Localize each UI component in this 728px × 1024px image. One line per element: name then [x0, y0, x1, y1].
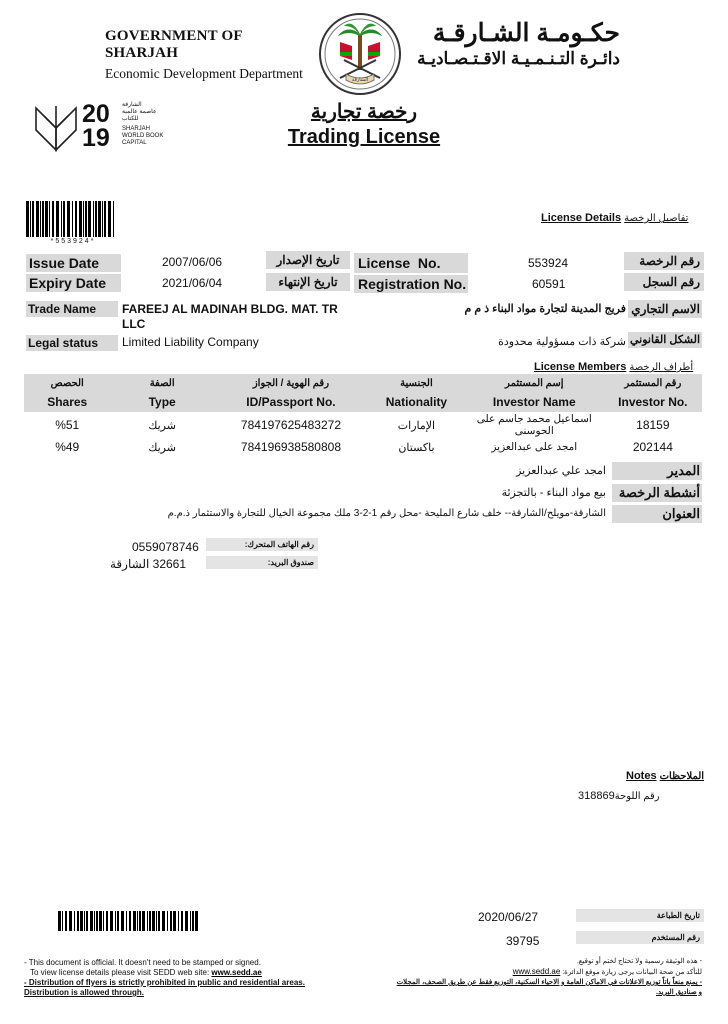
- col-header-ar: الصفة: [149, 377, 175, 389]
- col-header-en: Type: [148, 395, 176, 409]
- id-cell: 784197625483272: [240, 418, 341, 432]
- pobox-label: صندوق البريد:: [206, 556, 318, 569]
- share-cell: %51: [55, 418, 80, 432]
- print-date-value: 2020/06/27: [478, 910, 539, 924]
- sedd-website-link[interactable]: www.sedd.ae: [211, 968, 262, 977]
- pobox-value: 32661 الشارقة: [110, 557, 187, 571]
- activities-value: بيع مواد البناء - بالتجزئة: [501, 487, 606, 499]
- plate-number-value: 318869: [578, 790, 615, 802]
- user-number-value: 39795: [506, 934, 540, 948]
- expiry-date-label-ar: تاريخ الإنتهاء: [266, 273, 350, 291]
- manager-value: امجد علي عبدالعزيز: [516, 465, 606, 477]
- trade-name-value: FAREEJ AL MADINAH BLDG. MAT. TR LLC: [122, 302, 338, 331]
- issue-date-value: 2007/06/06: [162, 255, 223, 269]
- mobile-value: 0559078746: [132, 540, 199, 554]
- title-ar: رخصة تجارية: [310, 101, 418, 123]
- footer-official-note: - This document is official. It doesn't need to be stamped or signed.: [24, 958, 261, 967]
- footer-visit-note: To view license details please visit SEDD web site:: [30, 968, 212, 977]
- sharjah-emblem-logo: [318, 12, 402, 96]
- book-capital-en-2: WORLD BOOK: [122, 133, 164, 139]
- members-header-ar-row: [24, 374, 702, 392]
- trade-name-label-ar: الاسم التجاري: [628, 300, 702, 318]
- footer-visit-note-ar: للتأكد من صحة البيانات يرجى زيارة موقع الدائرة:: [562, 969, 702, 976]
- book-capital-ar-3: للكتاب: [122, 116, 139, 122]
- world-book-capital-logo: [34, 102, 174, 154]
- plate-number-label: رقم اللوحة: [614, 791, 660, 802]
- footer-flyers-note: - Distribution of flyers is strictly prohibited in public and residential areas.: [24, 978, 305, 987]
- type-cell: شريك: [148, 441, 176, 454]
- issue-date-label: Issue Date: [26, 254, 121, 272]
- activities-label: أنشطة الرخصة: [612, 484, 702, 502]
- type-cell: شريك: [148, 419, 176, 432]
- user-number-label: رقم المستخدم: [576, 931, 704, 944]
- footer-flyers-note-ar: - يمنع منعاً باتاً توزيع الاعلانات في الاماكن العامة و الاحياء السكنية، التوزيع فقط عن طريق الصحف، المجلات: [396, 979, 702, 986]
- license-details-heading: License Details: [541, 212, 622, 224]
- book-capital-ar-1: الشارقة: [122, 102, 142, 108]
- legal-status-value: Limited Liability Company: [122, 335, 259, 349]
- col-header-ar: رقم الهوية / الجواز: [252, 377, 330, 389]
- registration-no-label-ar: رقم السجل: [624, 273, 704, 291]
- share-cell: %49: [55, 440, 80, 454]
- notes-heading-ar: الملاحظات: [659, 771, 705, 782]
- trade-name-label: Trade Name: [26, 301, 118, 317]
- footer-official-note-ar: - هذه الوثيقة رسمية ولا تحتاج لختم أو توقيع.: [576, 958, 702, 965]
- table-row: [24, 412, 702, 438]
- book-capital-en-1: SHARJAH: [122, 126, 151, 132]
- svg-text:الشارقة: الشارقة: [351, 77, 369, 83]
- manager-label: المدير: [612, 462, 702, 480]
- col-header-ar: إسم المستثمر: [505, 377, 564, 389]
- trade-name-value-ar: فريج المدينة لتجارة مواد البناء ذ م م: [464, 303, 626, 315]
- legal-status-label: Legal status: [26, 335, 118, 351]
- investor-no-cell: 18159: [636, 418, 670, 432]
- registration-no-value: 60591: [532, 277, 566, 291]
- license-barcode: [26, 201, 120, 237]
- year-bottom: 19: [82, 124, 110, 152]
- license-no-label: License No.: [354, 253, 468, 273]
- issue-date-label-ar: تاريخ الإصدار: [266, 251, 350, 269]
- department-name-en: Economic Development Department: [105, 66, 303, 81]
- notes-heading: Notes: [626, 770, 657, 782]
- department-name-ar: دائـرة التـنـمـيـة الاقـتـصـاديـة: [417, 49, 620, 68]
- col-header-en: Shares: [47, 395, 88, 409]
- footer-distribution-note-ar: و صناديق البريد.: [656, 989, 702, 996]
- license-members-heading-ar: أطراف الرخصة: [629, 362, 694, 373]
- print-date-label: تاريخ الطباعة: [576, 909, 704, 922]
- license-no-value: 553924: [528, 256, 569, 270]
- license-no-label-ar: رقم الرخصة: [624, 252, 704, 270]
- book-icon: [34, 102, 78, 152]
- members-header-en-row: [24, 392, 702, 412]
- mobile-label: رقم الهاتف المتحرك:: [206, 538, 318, 551]
- expiry-date-label: Expiry Date: [26, 274, 121, 292]
- barcode-text: *553924*: [50, 238, 96, 245]
- book-capital-en-3: CAPITAL: [122, 140, 147, 146]
- members-table: [24, 374, 702, 456]
- license-details-heading-ar: تفاصيل الرخصة: [624, 213, 689, 224]
- investor-no-cell: 202144: [632, 440, 673, 454]
- col-header-en: Nationality: [385, 395, 448, 409]
- col-header-ar: الجنسية: [400, 377, 433, 389]
- col-header-en: Investor No.: [618, 395, 688, 409]
- title-en: Trading License: [287, 126, 441, 148]
- nationality-cell: باكستان: [398, 441, 435, 454]
- book-capital-ar-2: عاصمة عالمية: [122, 109, 157, 115]
- document-barcode: [58, 911, 200, 931]
- legal-status-value-ar: شركة ذات مسؤولية محدودة: [498, 336, 626, 348]
- investor-name-cell: امجد على عبدالعزيز: [491, 441, 578, 453]
- investor-name-cell: اسماعيل محمد جاسم على الحوسنى: [476, 413, 592, 437]
- nationality-cell: الإمارات: [397, 419, 436, 432]
- col-header-ar: رقم المستثمر: [624, 377, 682, 389]
- address-label: العنوان: [612, 505, 702, 523]
- government-name-en: GOVERNMENT OF SHARJAH: [105, 28, 243, 61]
- government-name-ar: حكـومـة الشـارقـة: [432, 19, 620, 47]
- license-members-heading: License Members: [534, 361, 627, 373]
- id-cell: 784196938580808: [240, 440, 341, 454]
- expiry-date-value: 2021/06/04: [162, 276, 223, 290]
- col-header-ar: الحصص: [50, 377, 84, 389]
- address-value: الشارقة-مويلح/الشارقة-- خلف شارع المليحة -محل رقم 1-2-3 ملك مجموعة الخيال للتجارة والاستثمار ذ.م.م: [167, 508, 606, 519]
- year-top: 20: [82, 100, 110, 128]
- table-row: [24, 438, 702, 456]
- sedd-website-link-ar[interactable]: www.sedd.ae: [512, 967, 561, 976]
- legal-status-label-ar: الشكل القانوني: [628, 332, 702, 348]
- col-header-en: ID/Passport No.: [246, 395, 336, 409]
- registration-no-label: Registration No.: [354, 275, 468, 293]
- footer-distribution-note: Distribution is allowed through.: [24, 988, 144, 997]
- col-header-en: Investor Name: [492, 395, 576, 409]
